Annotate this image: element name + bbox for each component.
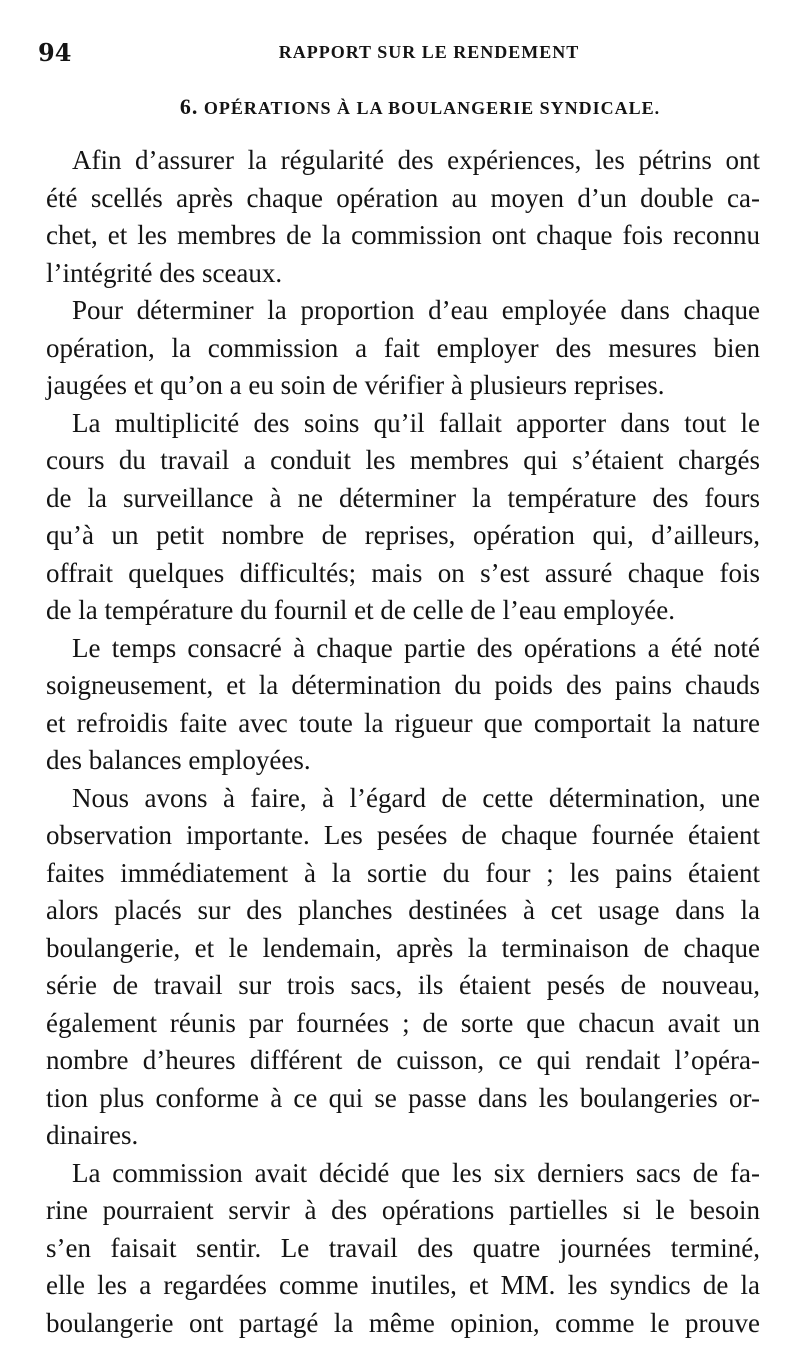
text-line: alors placés sur des planches destinées à cet usage dans la [46, 895, 760, 925]
paragraph [46, 630, 760, 780]
text-line: tion plus conforme à ce qui se passe dans les boulangeries or- [46, 1082, 760, 1113]
text-line: et refroidis faite avec toute la rigueur que comportait la nature [46, 707, 760, 738]
paragraph [46, 142, 760, 292]
running-title: RAPPORT SUR LE RENDEMENT [278, 42, 580, 62]
text-line: qu’à un petit nombre de reprises, opération qui, d’ailleurs, [46, 520, 760, 550]
text-line: Afin d’assurer la régularité des expériences, les pétrins ont [72, 145, 760, 175]
text-line: La commission avait décidé que les six derniers sacs de fa- [72, 1157, 760, 1188]
page-number: 94 [38, 38, 72, 67]
running-head [38, 38, 760, 78]
section-heading [40, 94, 780, 120]
text-line: elle les a regardées comme inutiles, et MM. les syndics de la [46, 1270, 760, 1300]
text-line: rine pourraient servir à des opérations partielles si le besoin [46, 1195, 760, 1225]
text-line: des balances employées. [46, 745, 311, 775]
text-line: s’en faisait sentir. Le travail des quatre journées terminé, [46, 1232, 760, 1263]
paragraph [46, 405, 760, 630]
paragraph [46, 1155, 760, 1343]
text-line: série de travail sur trois sacs, ils étaient pesés de nouveau, [46, 970, 760, 1000]
text-line: nombre d’heures différent de cuisson, ce qui rendait l’opéra- [46, 1045, 760, 1075]
text-line: jaugées et qu’on a eu soin de vérifier à plusieurs reprises. [46, 370, 665, 400]
paragraph [46, 780, 760, 1155]
text-line: observation importante. Les pesées de chaque fournée étaient [46, 820, 760, 850]
text-line: été scellés après chaque opération au moyen d’un double ca- [46, 182, 760, 213]
text-line: également réunis par fournées ; de sorte que chacun avait un [46, 1007, 760, 1038]
text-line: offrait quelques difficultés; mais on s’est assuré chaque fois [46, 557, 760, 588]
text-line: boulangerie, et le lendemain, après la terminaison de chaque [46, 932, 760, 963]
text-line: de la température du fournil et de celle de l’eau employée. [46, 595, 675, 625]
text-line: Pour déterminer la proportion d’eau employée dans chaque [72, 295, 760, 325]
text-line: Nous avons à faire, à l’égard de cette détermination, une [72, 782, 760, 813]
text-line: soigneusement, et la détermination du poids des pains chauds [46, 670, 760, 700]
body-text [46, 142, 760, 1342]
text-line: Le temps consacré à chaque partie des opérations a été noté [72, 632, 760, 663]
paragraph [46, 292, 760, 405]
section-number: 6. [179, 94, 199, 119]
text-line: de la surveillance à ne déterminer la température des fours [46, 482, 760, 513]
text-line: opération, la commission a fait employer des mesures bien [46, 332, 760, 363]
text-line: chet, et les membres de la commission ont chaque fois reconnu [46, 220, 760, 250]
text-line: l’intégrité des sceaux. [46, 257, 283, 288]
text-line: faites immédiatement à la sortie du four ; les pains étaient [46, 857, 760, 888]
text-line: cours du travail a conduit les membres qui s’étaient chargés [46, 445, 760, 475]
text-line: La multiplicité des soins qu’il fallait apporter dans tout le [72, 407, 760, 438]
section-title: OPÉRATIONS À LA BOULANGERIE SYNDICALE. [203, 98, 661, 118]
text-line: boulangerie ont partagé la même opinion, comme le prouve [46, 1307, 760, 1338]
text-line: dinaires. [46, 1120, 139, 1150]
